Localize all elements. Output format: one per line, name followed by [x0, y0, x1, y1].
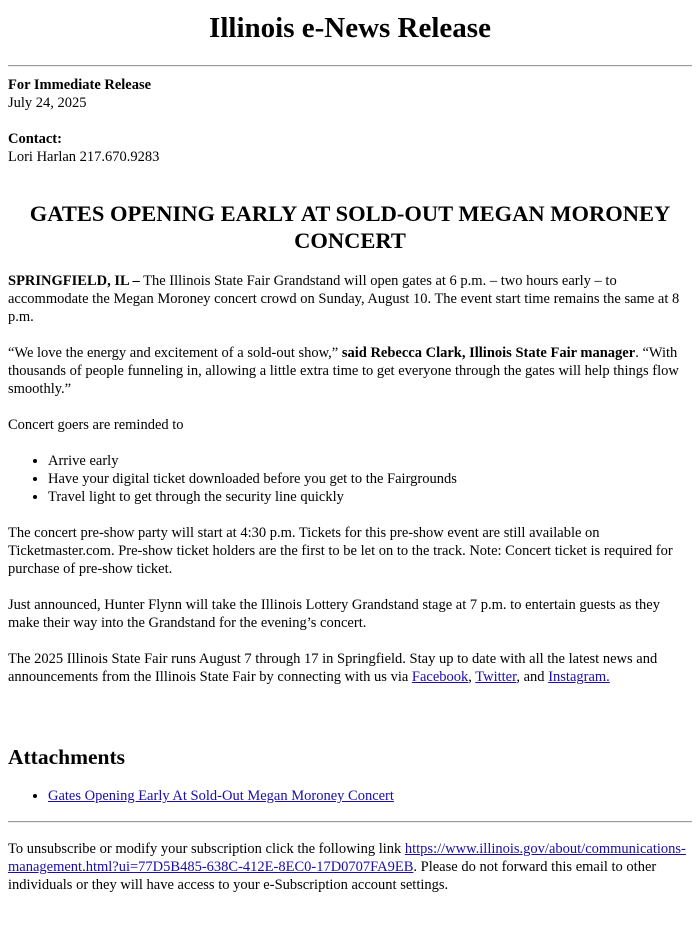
contact-value: Lori Harlan 217.670.9283 — [8, 149, 160, 165]
list-item — [48, 787, 692, 805]
paragraph-fair-dates — [8, 650, 692, 686]
quote-start: “We love the energy and excitement of a sold-out show,” — [8, 345, 342, 361]
article-headline: GATES OPENING EARLY AT SOLD-OUT MEGAN MORONEY CONCERT — [29, 201, 671, 253]
unsubscribe-notice — [8, 840, 692, 894]
separator: , — [468, 669, 476, 685]
page-title: Illinois e-News Release — [209, 12, 491, 44]
bottom-divider — [8, 821, 692, 823]
paragraph-intro — [8, 272, 692, 326]
fair-dates-text: The 2025 Illinois State Fair runs August 7 through 17 in Springfield. Stay up to date with all the latest news and announcements from the Illinois State Fair by connecting with us via — [8, 651, 658, 685]
instagram-link[interactable]: Instagram. — [548, 669, 610, 685]
paragraph-reminder: Concert goers are reminded to — [8, 417, 184, 433]
dateline: SPRINGFIELD, IL – — [8, 273, 140, 289]
paragraph-quote — [8, 344, 692, 398]
attachment-link[interactable]: Gates Opening Early At Sold-Out Megan Moroney Concert — [48, 788, 394, 804]
release-info — [8, 76, 692, 112]
quote-speaker: said Rebecca Clark, Illinois State Fair manager — [341, 345, 636, 361]
facebook-link[interactable]: Facebook — [411, 669, 469, 685]
contact-label: Contact: — [8, 131, 62, 147]
contact-info — [8, 130, 692, 166]
tips-list — [8, 452, 692, 506]
top-divider — [8, 65, 692, 67]
unsubscribe-intro: To unsubscribe or modify your subscription click the following link — [8, 841, 405, 857]
list-item: • Arrive early — [48, 452, 692, 470]
paragraph-hunter-flynn: Just announced, Hunter Flynn will take the Illinois Lottery Grandstand stage at 7 p.m. to entertain guests as they make their way into the Grandstand for the evening’s concert. — [8, 597, 660, 631]
attachments-list — [8, 787, 692, 805]
unsubscribe-warning: . Please do not forward this email to other individuals or they will have access to your e-Subscription account settings. — [8, 859, 657, 893]
immediate-release-label: For Immediate Release — [8, 77, 152, 93]
quote-end: . “With thousands of people funneling in, allowing a little extra time to get everyone through the gates will help things flow smoothly.” — [8, 345, 679, 397]
separator: , and — [516, 669, 549, 685]
list-item: • Travel light to get through the security line quickly — [48, 488, 692, 506]
paragraph-preshow: The concert pre-show party will start at 4:30 p.m. Tickets for this pre-show event are still available on Ticketmaster.com. Pre-show ticket holders are the first to be let on to the track. Note: Concert ticket is required for purchase of pre-show ticket. — [8, 525, 673, 577]
intro-text: The Illinois State Fair Grandstand will open gates at 6 p.m. – two hours early – to accommodate the Megan Moroney concert crowd on Sunday, August 10. The event start time remains the same at 8 p.m. — [8, 273, 680, 325]
twitter-link[interactable]: Twitter — [475, 669, 517, 685]
attachments-heading: Attachments — [8, 745, 126, 769]
list-item: • Have your digital ticket downloaded before you get to the Fairgrounds — [48, 470, 692, 488]
release-date: July 24, 2025 — [8, 95, 87, 111]
subscription-management-link[interactable]: https://www.illinois.gov/about/communications-management.html?ui=77D5B485-638C-412E-8EC0-17D0707FA9EB — [8, 841, 686, 875]
